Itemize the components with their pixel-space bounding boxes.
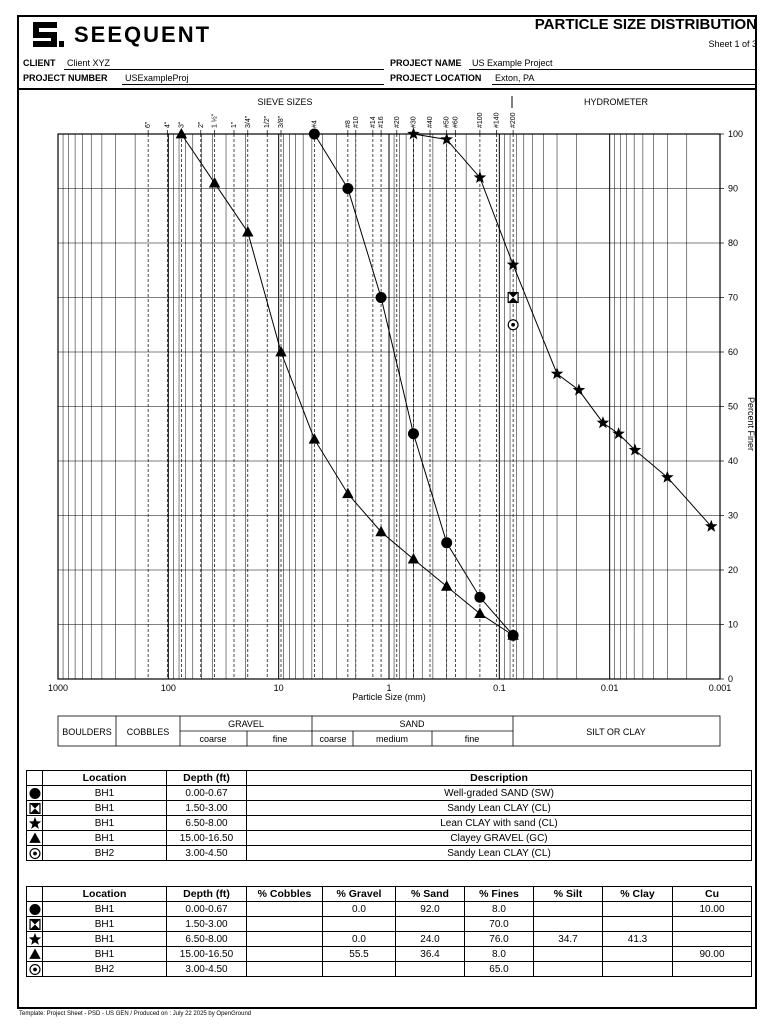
clay-cell (603, 947, 673, 962)
table-row (27, 962, 752, 977)
sand-header: % Sand (396, 887, 465, 902)
cu-cell: 90.00 (673, 947, 752, 962)
description-cell: Clayey GRAVEL (GC) (247, 831, 752, 846)
star-marker (29, 817, 41, 829)
cu-cell (673, 932, 752, 947)
location-header: Location (43, 771, 167, 786)
triangle-symbol-icon (27, 831, 43, 846)
depth-cell: 1.50-3.00 (167, 801, 247, 816)
project-name-label: PROJECT NAME (390, 58, 462, 68)
description-table (26, 770, 752, 861)
sand-cell: 92.0 (396, 902, 465, 917)
x-tick-label: 10 (273, 683, 284, 693)
sieve-label: #100 (476, 112, 484, 128)
table-row (27, 786, 752, 801)
cobbles-cell (247, 962, 323, 977)
cobbles-cell (247, 917, 323, 932)
data-point-triangle (342, 488, 353, 498)
data-point-box (508, 293, 518, 303)
sieve-label: #50 (443, 116, 451, 128)
data-point-circle (309, 129, 320, 140)
clay-cell: 41.3 (603, 932, 673, 947)
ring-symbol-icon (27, 846, 43, 861)
fines-cell: 70.0 (465, 917, 534, 932)
clay-cell (603, 902, 673, 917)
data-point-circle (342, 183, 353, 194)
description-cell: Sandy Lean CLAY (CL) (247, 801, 752, 816)
sand-cell (396, 962, 465, 977)
triangle-symbol-icon (27, 947, 43, 962)
y-tick-label: 10 (728, 619, 739, 630)
client-value: Client XYZ (67, 58, 111, 68)
description-cell: Sandy Lean CLAY (CL) (247, 846, 752, 861)
cu-cell: 10.00 (673, 902, 752, 917)
silt-cell (534, 962, 603, 977)
clay-cell (603, 962, 673, 977)
sieve-sizes-label: SIEVE SIZES (257, 97, 313, 107)
depth-cell: 15.00-16.50 (167, 947, 247, 962)
series-triangle (176, 128, 519, 640)
location-cell: BH1 (43, 816, 167, 831)
cu-cell (673, 962, 752, 977)
depth-cell: 1.50-3.00 (167, 917, 247, 932)
location-cell: BH1 (43, 932, 167, 947)
depth-header: Depth (ft) (167, 887, 247, 902)
data-point-ring (508, 320, 518, 330)
y-axis-label: Percent Finer (746, 396, 756, 452)
location-cell: BH1 (43, 786, 167, 801)
box-marker (30, 804, 40, 814)
logo-text: SEEQUENT (74, 22, 212, 47)
data-point-circle (474, 592, 485, 603)
description-cell: Well-graded SAND (SW) (247, 786, 752, 801)
gravel-coarse-label: coarse (199, 734, 227, 744)
sieve-label: 6" (145, 121, 153, 128)
depth-cell: 0.00-0.67 (167, 902, 247, 917)
ring-marker (30, 849, 40, 859)
table-row (27, 846, 752, 861)
data-point-star (507, 258, 520, 270)
gravel-fine-label: fine (272, 734, 288, 744)
sieve-label: #16 (378, 116, 386, 128)
data-point-star (612, 427, 625, 439)
sieve-label: 4" (164, 121, 172, 128)
sieve-label: #4 (311, 120, 319, 128)
series-star (407, 127, 717, 531)
silt-cell (534, 902, 603, 917)
y-tick-label: 60 (728, 347, 739, 357)
sieve-label: #140 (493, 112, 501, 128)
location-cell: BH2 (43, 962, 167, 977)
x-axis-label: Particle Size (mm) (352, 692, 426, 702)
sieve-label: #200 (510, 112, 518, 128)
symbol-header (27, 887, 43, 902)
y-tick-label: 20 (728, 565, 739, 575)
gravel-cell: 0.0 (323, 932, 396, 947)
gravel-label: GRAVEL (228, 719, 264, 729)
y-tick-labels (720, 129, 743, 684)
project-location-label: PROJECT LOCATION (390, 73, 482, 83)
y-tick-label: 40 (728, 456, 739, 466)
description-header: Description (247, 771, 752, 786)
data-point-triangle (209, 177, 220, 187)
table-row (27, 902, 752, 917)
sieve-label: #40 (427, 116, 435, 128)
y-tick-label: 90 (728, 183, 739, 194)
box-symbol-icon (27, 917, 43, 932)
sieve-label: 1 ½" (211, 113, 219, 128)
depth-header: Depth (ft) (167, 771, 247, 786)
data-point-star (573, 384, 586, 396)
cobbles-cell (247, 947, 323, 962)
silt-cell (534, 947, 603, 962)
gravel-header: % Gravel (323, 887, 396, 902)
data-point-triangle (275, 346, 286, 356)
star-symbol-icon (27, 932, 43, 947)
sieve-label: #20 (393, 116, 401, 128)
table-row (27, 932, 752, 947)
series-ring (508, 320, 518, 330)
location-cell: BH1 (43, 917, 167, 932)
sand-label: SAND (399, 719, 425, 729)
boulders-label: BOULDERS (62, 727, 112, 737)
cobbles-header: % Cobbles (247, 887, 323, 902)
y-tick-label: 80 (728, 238, 739, 248)
silt-cell (534, 917, 603, 932)
page-title: PARTICLE SIZE DISTRIBUTION (534, 16, 757, 33)
y-tick-label: 70 (728, 292, 739, 303)
x-tick-label: 1000 (47, 683, 69, 693)
location-cell: BH1 (43, 902, 167, 917)
y-tick-label: 30 (728, 510, 739, 521)
table-row (27, 831, 752, 846)
depth-cell: 6.50-8.00 (167, 932, 247, 947)
sieve-label: 3" (178, 121, 186, 128)
fines-cell: 8.0 (465, 902, 534, 917)
sieve-label: 2" (197, 121, 205, 128)
table-row (27, 947, 752, 962)
sand-cell: 36.4 (396, 947, 465, 962)
hydrometer-label: HYDROMETER (583, 97, 649, 107)
depth-cell: 3.00-4.50 (167, 962, 247, 977)
footer-text: Template: Project Sheet - PSD - US GEN / Produced on : July 22 2025 by OpenGround (19, 1011, 252, 1017)
sieve-label: #14 (369, 116, 377, 128)
fines-header: % Fines (465, 887, 534, 902)
table-row (27, 801, 752, 816)
silt-clay-label: SILT OR CLAY (586, 727, 646, 737)
circle-marker (30, 904, 41, 915)
depth-cell: 0.00-0.67 (167, 786, 247, 801)
project-number-label: PROJECT NUMBER (23, 73, 108, 83)
location-cell: BH1 (43, 801, 167, 816)
y-tick-label: 100 (728, 129, 744, 139)
cu-header: Cu (673, 887, 752, 902)
silt-header: % Silt (534, 887, 603, 902)
x-tick-label: 100 (160, 683, 176, 693)
symbol-header (27, 771, 43, 786)
ring-symbol-icon (27, 962, 43, 977)
fines-cell: 76.0 (465, 932, 534, 947)
location-cell: BH1 (43, 831, 167, 846)
location-header: Location (43, 887, 167, 902)
circle-symbol-icon (27, 786, 43, 801)
sieve-label: #10 (352, 116, 360, 128)
location-cell: BH2 (43, 846, 167, 861)
table-row (27, 816, 752, 831)
x-tick-label: 1 (386, 683, 392, 693)
data-point-triangle (309, 433, 320, 443)
triangle-marker (29, 832, 40, 842)
circle-marker (30, 788, 41, 799)
fines-cell: 65.0 (465, 962, 534, 977)
sieve-label: #8 (344, 120, 352, 128)
sieve-label: 3/8" (277, 115, 285, 128)
project-name-value: US Example Project (472, 58, 553, 68)
gradation-table (26, 886, 752, 977)
project-location-value: Exton, PA (495, 73, 535, 83)
sheet-number: Sheet 1 of 3 (708, 39, 757, 49)
star-symbol-icon (27, 816, 43, 831)
y-tick-label: 50 (728, 401, 739, 412)
data-point-triangle (408, 553, 419, 563)
silt-cell: 34.7 (534, 932, 603, 947)
sand-cell (396, 917, 465, 932)
sieve-labels (145, 112, 517, 128)
location-cell: BH1 (43, 947, 167, 962)
triangle-marker (29, 948, 40, 958)
fines-cell: 8.0 (465, 947, 534, 962)
cobbles-cell (247, 932, 323, 947)
sieve-label: 1" (231, 121, 239, 128)
sieve-label: #60 (452, 116, 460, 128)
data-point-circle (408, 428, 419, 439)
clay-cell (603, 917, 673, 932)
sand-medium-label: medium (375, 734, 409, 744)
x-tick-label: 0.1 (493, 683, 506, 693)
depth-cell: 15.00-16.50 (167, 831, 247, 846)
ring-marker (30, 965, 40, 975)
x-tick-label: 0.01 (600, 683, 619, 693)
soil-classification-band (0, 710, 779, 750)
depth-cell: 6.50-8.00 (167, 816, 247, 831)
description-cell: Lean CLAY with sand (CL) (247, 816, 752, 831)
client-label: CLIENT (23, 58, 56, 68)
cu-cell (673, 917, 752, 932)
depth-cell: 3.00-4.50 (167, 846, 247, 861)
data-point-triangle (441, 580, 452, 590)
chart-grid (58, 134, 720, 679)
box-marker (30, 920, 40, 930)
cobbles-cell (247, 902, 323, 917)
cobbles-label: COBBLES (126, 727, 170, 737)
gravel-cell: 0.0 (323, 902, 396, 917)
star-marker (29, 933, 41, 945)
data-point-triangle (176, 128, 187, 138)
y-tick-label: 0 (728, 674, 734, 684)
series-box (508, 293, 518, 303)
data-point-circle (376, 292, 387, 303)
gravel-cell: 55.5 (323, 947, 396, 962)
table-row (27, 917, 752, 932)
clay-header: % Clay (603, 887, 673, 902)
box-symbol-icon (27, 801, 43, 816)
data-point-triangle (242, 226, 253, 236)
series-line (413, 134, 711, 526)
x-tick-label: 0.001 (708, 683, 732, 693)
sieve-label: 1/2" (264, 115, 272, 128)
sand-coarse-label: coarse (319, 734, 347, 744)
series-line (181, 134, 513, 635)
gravel-cell (323, 962, 396, 977)
sieve-label: #30 (410, 116, 418, 128)
gravel-cell (323, 917, 396, 932)
data-point-circle (441, 537, 452, 548)
sand-cell: 24.0 (396, 932, 465, 947)
circle-symbol-icon (27, 902, 43, 917)
sieve-label: 3/4" (244, 115, 252, 128)
data-point-triangle (474, 608, 485, 618)
sand-fine-label: fine (464, 734, 480, 744)
project-number-value: USExampleProj (125, 73, 189, 83)
sieve-lines (148, 130, 513, 679)
